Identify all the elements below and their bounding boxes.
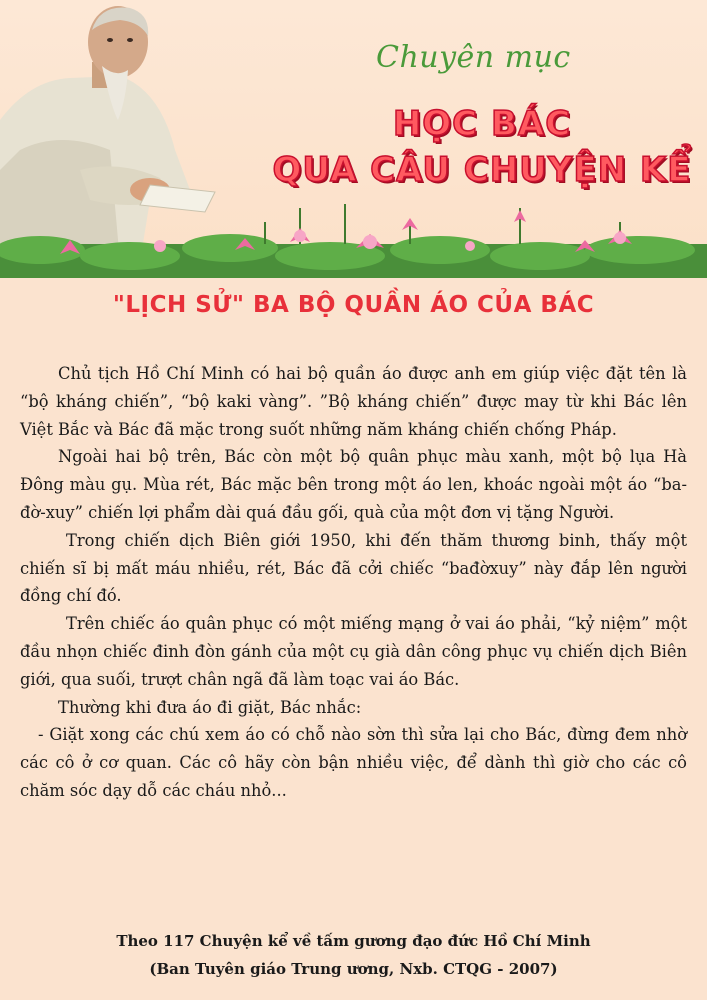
source-credit-line-2: (Ban Tuyên giáo Trung ương, Nxb. CTQG - 2007) <box>149 960 558 978</box>
paragraph: Ngoài hai bộ trên, Bác còn một bộ quân phục màu xanh, một bộ lụa Hà Đông màu gụ. Mùa rét, Bác mặc bên trong một áo len, khoác ngoài một áo “ba-đờ-xuy” chiến lợi phẩm dài quá đầu gối, quà của một đơn vị tặng Người. <box>20 447 687 522</box>
paragraph: Trong chiến dịch Biên giới 1950, khi đến thăm thương binh, thấy một chiến sĩ bị mất máu nhiều, rét, Bác đã cởi chiếc “bađờxuy” này đắp lên người đồng chí đó. <box>20 530 687 606</box>
section-title-line-2: QUA CÂU CHUYỆN KỂ <box>272 150 692 190</box>
story-title: "LỊCH SỬ" BA BỘ QUẦN ÁO CỦA BÁC <box>112 292 595 318</box>
section-title-line-1: HỌC BÁC <box>392 104 572 144</box>
source-credit-line-1: Theo 117 Chuyện kể về tấm gương đạo đức Hồ Chí Minh <box>116 932 591 950</box>
paragraph-quote: - Giặt xong các chú xem áo có chỗ nào sờn thì sửa lại cho Bác, đừng đem nhờ các cô ở cơ quan. Các cô hãy còn bận nhiều việc, để dành thì giờ cho các cô chăm sóc dạy dỗ các cháu nhỏ... <box>20 725 687 800</box>
paragraph: Chủ tịch Hồ Chí Minh có hai bộ quần áo được anh em giúp việc đặt tên là “bộ kháng chiến”, “bộ kaki vàng”. ”Bộ kháng chiến” được may từ khi Bác lên Việt Bắc và Bác đã mặc trong suốt những năm kháng chiến chống Pháp. <box>20 364 687 439</box>
paragraph: Thường khi đưa áo đi giặt, Bác nhắc: <box>58 697 362 717</box>
paragraph: Trên chiếc áo quân phục có một miếng mạng ở vai áo phải, “kỷ niệm” một đầu nhọn chiếc đinh đòn gánh của một cụ già dân công phục vụ chiến dịch Biên giới, qua suối, trượt chân ngã đã làm toạc vai áo Bác. <box>20 614 687 689</box>
story-body <box>20 360 687 805</box>
header-banner <box>0 0 707 278</box>
section-kicker: Chuyên mục <box>376 40 571 75</box>
lotus-border-decoration <box>0 200 707 278</box>
